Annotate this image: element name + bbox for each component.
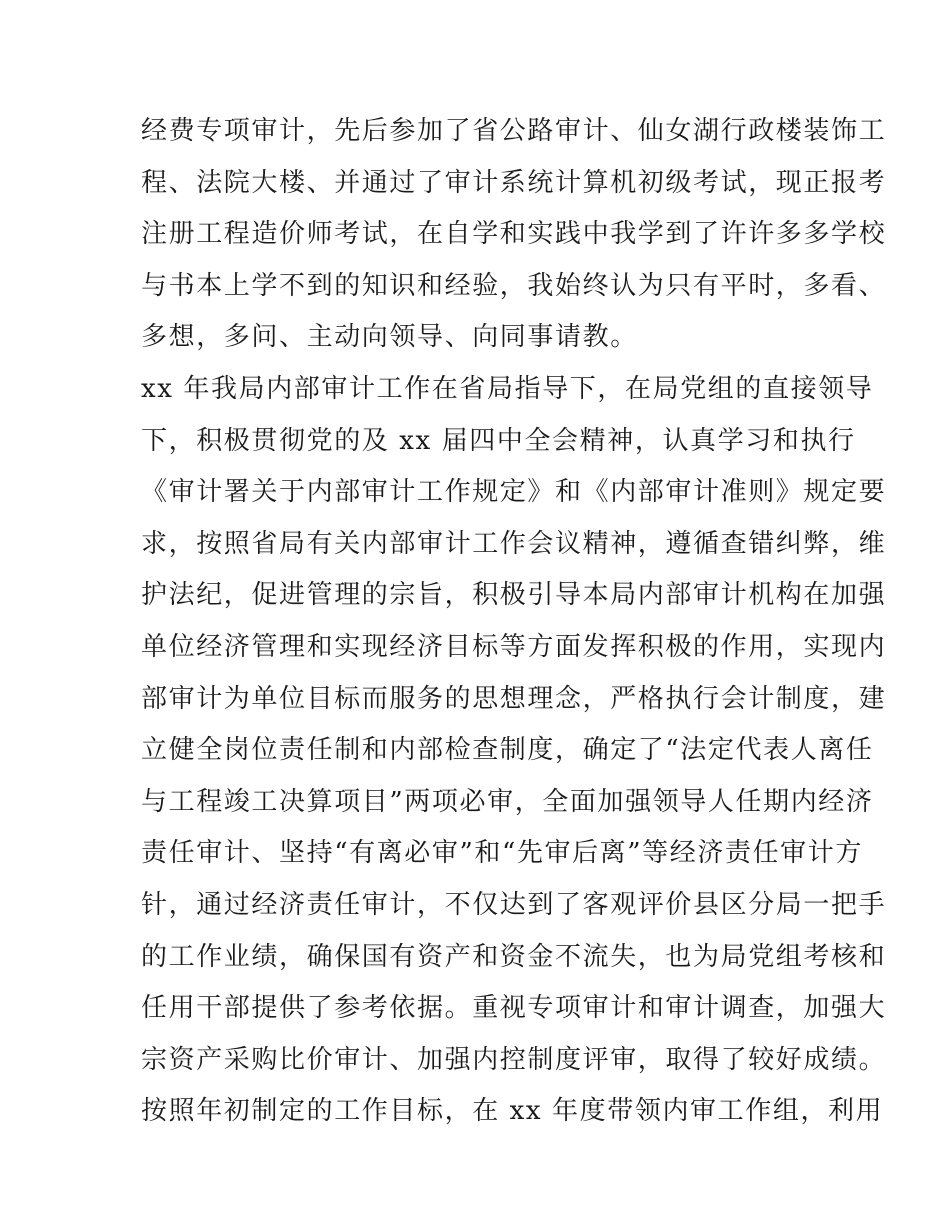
text-line: 程、法院大楼、并通过了审计系统计算机初级考试，现正报考: [141, 167, 887, 198]
text-line: 单位经济管理和实现经济目标等方面发挥积极的作用，实现内: [141, 631, 887, 662]
text-line: 按照年初制定的工作目标，在 xx 年度带领内审工作组，利用: [141, 1096, 884, 1127]
text-line: 多想，多问、主动向领导、向同事请教。: [141, 322, 638, 353]
text-line: 《审计署关于内部审计工作规定》和《内部审计准则》规定要: [141, 477, 887, 508]
text-line: 立健全岗位责任制和内部检查制度，确定了“法定代表人离任: [141, 735, 874, 766]
text-line: 部审计为单位目标而服务的思想理念，严格执行会计制度，建: [141, 683, 887, 714]
text-line: 护法纪，促进管理的宗旨，积极引导本局内部审计机构在加强: [141, 580, 887, 611]
text-line: 下，积极贯彻党的及 xx 届四中全会精神，认真学习和执行: [141, 425, 856, 456]
text-line: 针，通过经济责任审计，不仅达到了客观评价县区分局一把手: [141, 889, 887, 920]
text-line: 责任审计、坚持“有离必审”和“先审后离”等经济责任审计方: [141, 838, 863, 869]
text-line: 任用干部提供了参考依据。重视专项审计和审计调查，加强大: [141, 993, 887, 1024]
text-line: 经费专项审计，先后参加了省公路审计、仙女湖行政楼装饰工: [141, 116, 887, 146]
text-line: xx 年我局内部审计工作在省局指导下，在局党组的直接领导: [141, 373, 874, 404]
text-line: 与工程竣工决算项目”两项必审，全面加强领导人任期内经济: [141, 786, 874, 817]
text-line: 宗资产采购比价审计、加强内控制度评审，取得了较好成绩。: [141, 1044, 887, 1075]
text-line: 的工作业绩，确保国有资产和资金不流失，也为局党组考核和: [141, 941, 887, 972]
text-line: 求，按照省局有关内部审计工作会议精神，遵循查错纠弊，维: [141, 528, 887, 559]
text-line: 与书本上学不到的知识和经验，我始终认为只有平时，多看、: [141, 270, 887, 301]
document-page: [141, 106, 887, 1138]
text-line: 注册工程造价师考试，在自学和实践中我学到了许许多多学校: [141, 219, 887, 250]
